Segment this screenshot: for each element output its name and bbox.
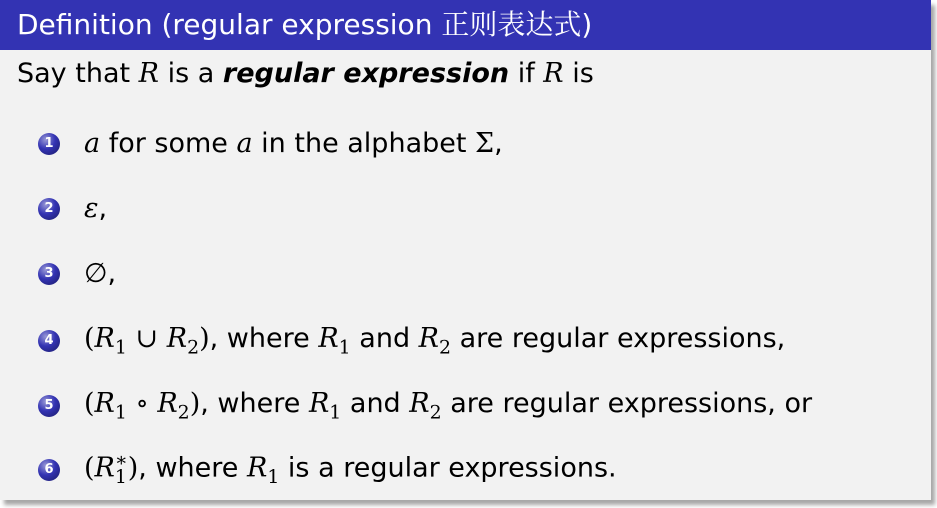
number-bullet-icon: 5 bbox=[38, 395, 60, 417]
text: , bbox=[494, 128, 503, 159]
math-subscript: 1 bbox=[114, 336, 127, 359]
math-var: R bbox=[308, 388, 330, 419]
math-var: R bbox=[418, 323, 440, 354]
list-item bbox=[38, 258, 116, 289]
list-item bbox=[38, 193, 107, 224]
intro-suffix: is bbox=[563, 58, 594, 89]
number-bullet-icon: 3 bbox=[38, 263, 60, 285]
item-text bbox=[84, 388, 812, 423]
math-var: R bbox=[94, 452, 115, 484]
text: is a regular expressions. bbox=[279, 452, 617, 484]
math-subscript: 2 bbox=[177, 401, 190, 424]
item-text bbox=[84, 193, 107, 224]
intro-var-r2: R bbox=[543, 58, 564, 89]
item-text bbox=[84, 128, 503, 159]
intro-emphasis: regular expression bbox=[222, 58, 510, 89]
math-var: R bbox=[94, 323, 115, 354]
list-item bbox=[38, 449, 617, 489]
math-var: R bbox=[409, 388, 430, 419]
text: , where bbox=[138, 452, 247, 484]
math-subscript: 2 bbox=[439, 336, 452, 359]
intro-var-r: R bbox=[138, 58, 160, 89]
item-text bbox=[84, 449, 617, 489]
math-symbol: ε bbox=[84, 193, 99, 224]
item-text bbox=[84, 323, 785, 358]
text: , bbox=[107, 258, 117, 289]
list-item bbox=[38, 128, 503, 159]
text: for some bbox=[100, 128, 237, 159]
math-var: R bbox=[94, 388, 115, 419]
math-var: a bbox=[236, 128, 253, 159]
intro-middle: is a bbox=[159, 58, 223, 89]
math-subscript: 2 bbox=[429, 401, 442, 424]
item-text bbox=[84, 258, 116, 289]
math-var: R bbox=[157, 388, 178, 419]
math-symbol: ( bbox=[84, 452, 95, 484]
math-var: R bbox=[318, 323, 339, 354]
number-bullet-icon: 4 bbox=[38, 330, 60, 352]
math-superscript: ∗ bbox=[114, 449, 128, 471]
math-symbol: ∪ bbox=[126, 323, 167, 354]
text: , where bbox=[200, 388, 309, 419]
block-title: Definition (regular expression 正则表达式) bbox=[0, 0, 931, 50]
math-symbol: ( bbox=[84, 388, 95, 419]
math-symbol: ∅ bbox=[84, 258, 108, 289]
text: and bbox=[350, 323, 419, 354]
text: in the alphabet bbox=[252, 128, 476, 159]
list-item bbox=[38, 323, 785, 358]
math-var: R bbox=[246, 452, 268, 484]
text: , bbox=[98, 193, 108, 224]
math-symbol: ) bbox=[199, 323, 210, 354]
math-symbol: ) bbox=[127, 452, 139, 484]
text: are regular expressions, or bbox=[441, 388, 813, 419]
math-subscript: 2 bbox=[187, 336, 200, 359]
intro-prefix: Say that bbox=[17, 58, 139, 89]
math-symbol: ( bbox=[84, 323, 95, 354]
text: and bbox=[341, 388, 410, 419]
math-subscript: 1 bbox=[338, 336, 351, 359]
number-bullet-icon: 1 bbox=[38, 133, 60, 155]
math-symbol: ) bbox=[189, 388, 201, 419]
math-symbol: Σ bbox=[475, 128, 495, 159]
math-symbol: ∘ bbox=[126, 388, 158, 419]
list-item bbox=[38, 388, 812, 423]
math-subscript: 1 bbox=[329, 401, 342, 424]
text: , where bbox=[209, 323, 319, 354]
text: are regular expressions, bbox=[451, 323, 786, 354]
math-subscript: 1 bbox=[114, 466, 127, 489]
math-subscript: 1 bbox=[267, 465, 280, 488]
intro-sentence bbox=[17, 58, 594, 89]
math-subscript: 1 bbox=[114, 401, 127, 424]
intro-middle2: if bbox=[509, 58, 544, 89]
math-supsub bbox=[114, 449, 128, 489]
math-var: a bbox=[84, 128, 101, 159]
math-var: R bbox=[166, 323, 188, 354]
number-bullet-icon: 2 bbox=[38, 198, 60, 220]
number-bullet-icon: 6 bbox=[38, 459, 60, 481]
